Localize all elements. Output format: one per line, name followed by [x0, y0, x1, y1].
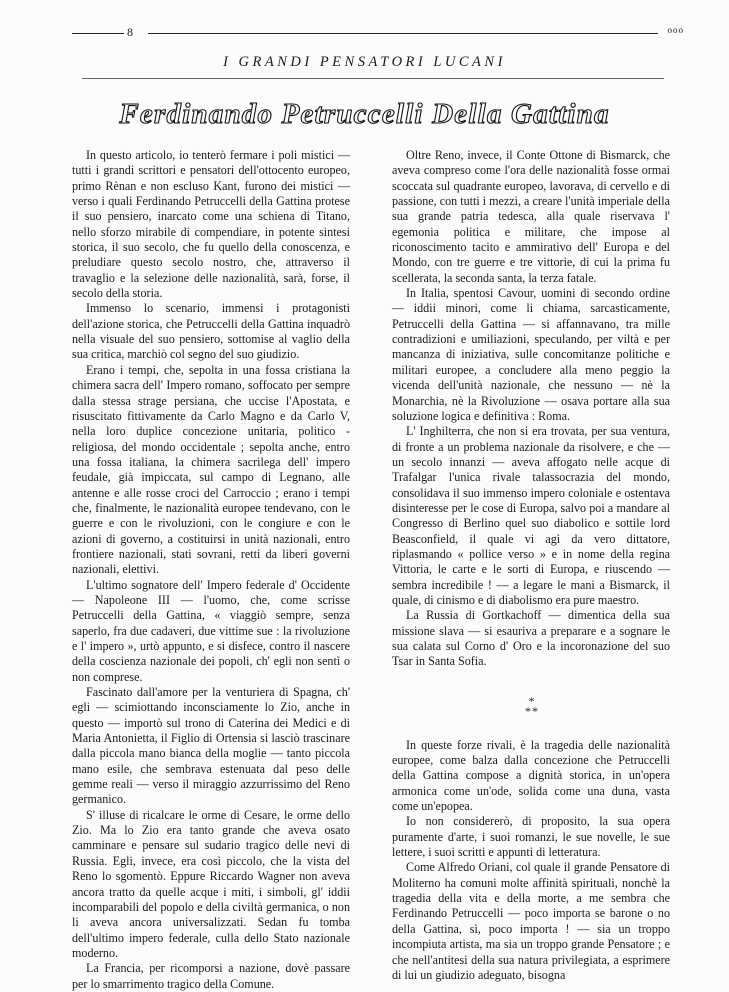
paragraph: Immenso lo scenario, immensi i protagonisti dell'azione storica, che Petruccelli della Gattina inquadrò nella visuale del suo pensiero, sottomise al vaglio della sua critica, marchiò col segno del suo giudizio. — [72, 301, 350, 362]
paragraph: In questo articolo, io tenterò fermare i poli mistici — tutti i grandi scrittori e pensatori dell'ottocento europeo, primo Rènan e non escluso Kant, furono dei mistici — verso i quali Ferdinando Petruccelli della Gattina protese il suo pensiero, inarcato come una schiena di Titano, nello sforzo mirabile di compendiare, in potente sintesi storica, il suo secolo, che fu quello della conoscenza, e preludiare questo secolo nostro, che, attraverso il travaglio e la selezione delle nazionalità, sarà, forse, il secolo della storia. — [72, 148, 350, 301]
paragraph: Oltre Reno, invece, il Conte Ottone di Bismarck, che aveva compreso come l'ora delle nazionalità fosse ormai scoccata sul quadrante europeo, lavorava, di cervello e di passione, con tutti i mezzi, a creare l'unità imperiale della sua grande patria tedesca, alla quale riservava l' egemonia politica e militare, che impose al riconoscimento tacito e ammirativo dell' Europa e del Mondo, con tre guerre e tre vittorie, di cui la prima fu scellerata, la seconda santa, la terza fatale. — [392, 148, 670, 285]
header-rule-left — [72, 33, 124, 34]
section-rule — [82, 78, 664, 79]
section-heading: I GRANDI PENSATORI LUCANI — [223, 54, 506, 70]
column-left — [72, 148, 350, 992]
header-ornament: ooo — [667, 25, 684, 35]
paragraph: L'ultimo sognatore dell' Impero federale d' Occidente — Napoleone III — l'uomo, che, come scrisse Petruccelli della Gattina, « viaggiò sempre, senza saperlo, fra due cadaveri, due vittime sue : la rivoluzione e l' impero », urtò appunto, e si disfece, contro il nascere della coscienza nazionale dei popoli, ch' egli non sentì o non comprese. — [72, 577, 350, 684]
paragraph: In Italia, spentosi Cavour, uomini di secondo ordine — iddii minori, come li chiama, sarcasticamente, Petruccelli della Gattina — si affannavano, tra mille contradizioni e umiliazioni, speculando, per viltà e per mancanza di iniziativa, sulle concomitanze politiche e militari europee, a concludere alla meno peggio la vicenda dell'unità nazionale, che nessuno — nè la Monarchia, nè la Rivoluzione — osava portare alla sua soluzione logica e definitiva : Roma. — [392, 286, 670, 423]
paragraph: Erano i tempi, che, sepolta in una fossa cristiana la chimera sacra dell' Impero romano, soffocato per sempre dalla stessa strage persiana, che uccise l'Apostata, e risuscitato fittivamente da Carlo Magno e da Carlo V, nella loro duplice concezione unitaria, politico - religiosa, del mondo occidentale ; sepolta anche, entro una fossa italiana, la chimera sacrilega dell' impero feudale, già impiccata, sul campo di Legnano, alle antenne e alle rosse croci del Carroccio ; erano i tempi che, finalmente, le nazionalità europee tendevano, con le guerre e con le rivoluzioni, con le congiure e con le azioni di governo, a costituirsi in unità nazionali, entro frontiere nazionali, stati sovrani, retti da liberi governi nazionali, elettivi. — [72, 362, 350, 577]
paragraph: L' Inghilterra, che non si era trovata, per sua ventura, di fronte a un problema nazionale da risolvere, e che — un secolo innanzi — aveva affogato nelle acque di Trafalgar l'unica rivale talassocrazia del mondo, consolidava il suo immenso impero coloniale e ostentava disinteresse per le cose di Europa, salvo poi a mandare al Congresso di Berlino quel suo diabolico e sottile lord Beasconfield, il quale vi agì da vero dittatore, riplasmando « pollice verso » e in nome della regina Vittoria, le carte e le sorti di Europa, e riuscendo — sembra incredibile ! — a legare le mani a Bismarck, il quale, di cinismo e di diabolismo era pure maestro. — [392, 424, 670, 607]
paragraph: Io non considererò, di proposito, la sua opera puramente d'arte, i suoi romanzi, le sue novelle, le sue lettere, i suoi scritti e appunti di letteratura. — [392, 814, 670, 860]
header-rule-right — [148, 33, 658, 34]
paragraph: In queste forze rivali, è la tragedia delle nazionalità europee, come balza dalla concezione che Petruccelli della Gattina compose a dignità storica, in un'opera armonica come un'ode, solida come una duna, vasta come un'epopea. — [392, 737, 670, 814]
asterism-separator: * * * — [525, 693, 537, 718]
page-number: 8 — [127, 25, 133, 39]
paragraph: S' illuse di ricalcare le orme di Cesare, le orme dello Zio. Ma lo Zio era tanto grande che aveva osato camminare e pensare sul sudario tragico delle nevi di Russia. Egli, invece, era così piccolo, che la vista del Reno lo sgomentò. Eppure Riccardo Wagner non aveva ancora tratto da quelle acque i miti, i simboli, gl' iddii incomparabili del popolo e della civiltà germanica, o non li aveva ancora universalizzati. Sedan fu tomba dell'ultimo impero federale, culla dello Stato nazionale moderno. — [72, 807, 350, 960]
paragraph: La Russia di Gortkachoff — dimentica della sua missione slava — si esauriva a preparare e a sognare le sua calata sul Corno d' Oro e la incoronazione del suo Tsar in Santa Sofia. — [392, 608, 670, 669]
article-title: Ferdinando Petruccelli Della Gattina — [119, 98, 610, 130]
page-header — [72, 26, 684, 40]
column-right — [392, 148, 670, 983]
paragraph: La Francia, per ricomporsi a nazione, dovè passare per lo smarrimento tragico della Comune. — [72, 961, 350, 991]
paragraph: Fascinato dall'amore per la venturiera di Spagna, ch' egli — scimiottando inconsciamente lo Zio, anche in questo — importò sul trono di Caterina dei Medici e di Maria Antonietta, il Figlio di Ortensia si lasciò trascinare dalla piccola mano bianca della moglie — tanto piccola mano esile, che sembrava estenuata dal peso delle gemme reali — verso il miraggio azzurrissimo del Reno germanico. — [72, 685, 350, 807]
paragraph: Come Alfredo Oriani, col quale il grande Pensatore di Moliterno ha comuni molte affinità spirituali, nonchè la tragedia della vita e della morte, a me sembra che Ferdinando Petruccelli — poco importa se barone o no della Gattina, sì, poco importa ! — sia un troppo incompiuta artista, ma sia un troppo grande Pensatore ; e che nell'antitesi della sua natura privilegiata, a esprimere di lui un giudizio adeguato, bisogna — [392, 860, 670, 982]
